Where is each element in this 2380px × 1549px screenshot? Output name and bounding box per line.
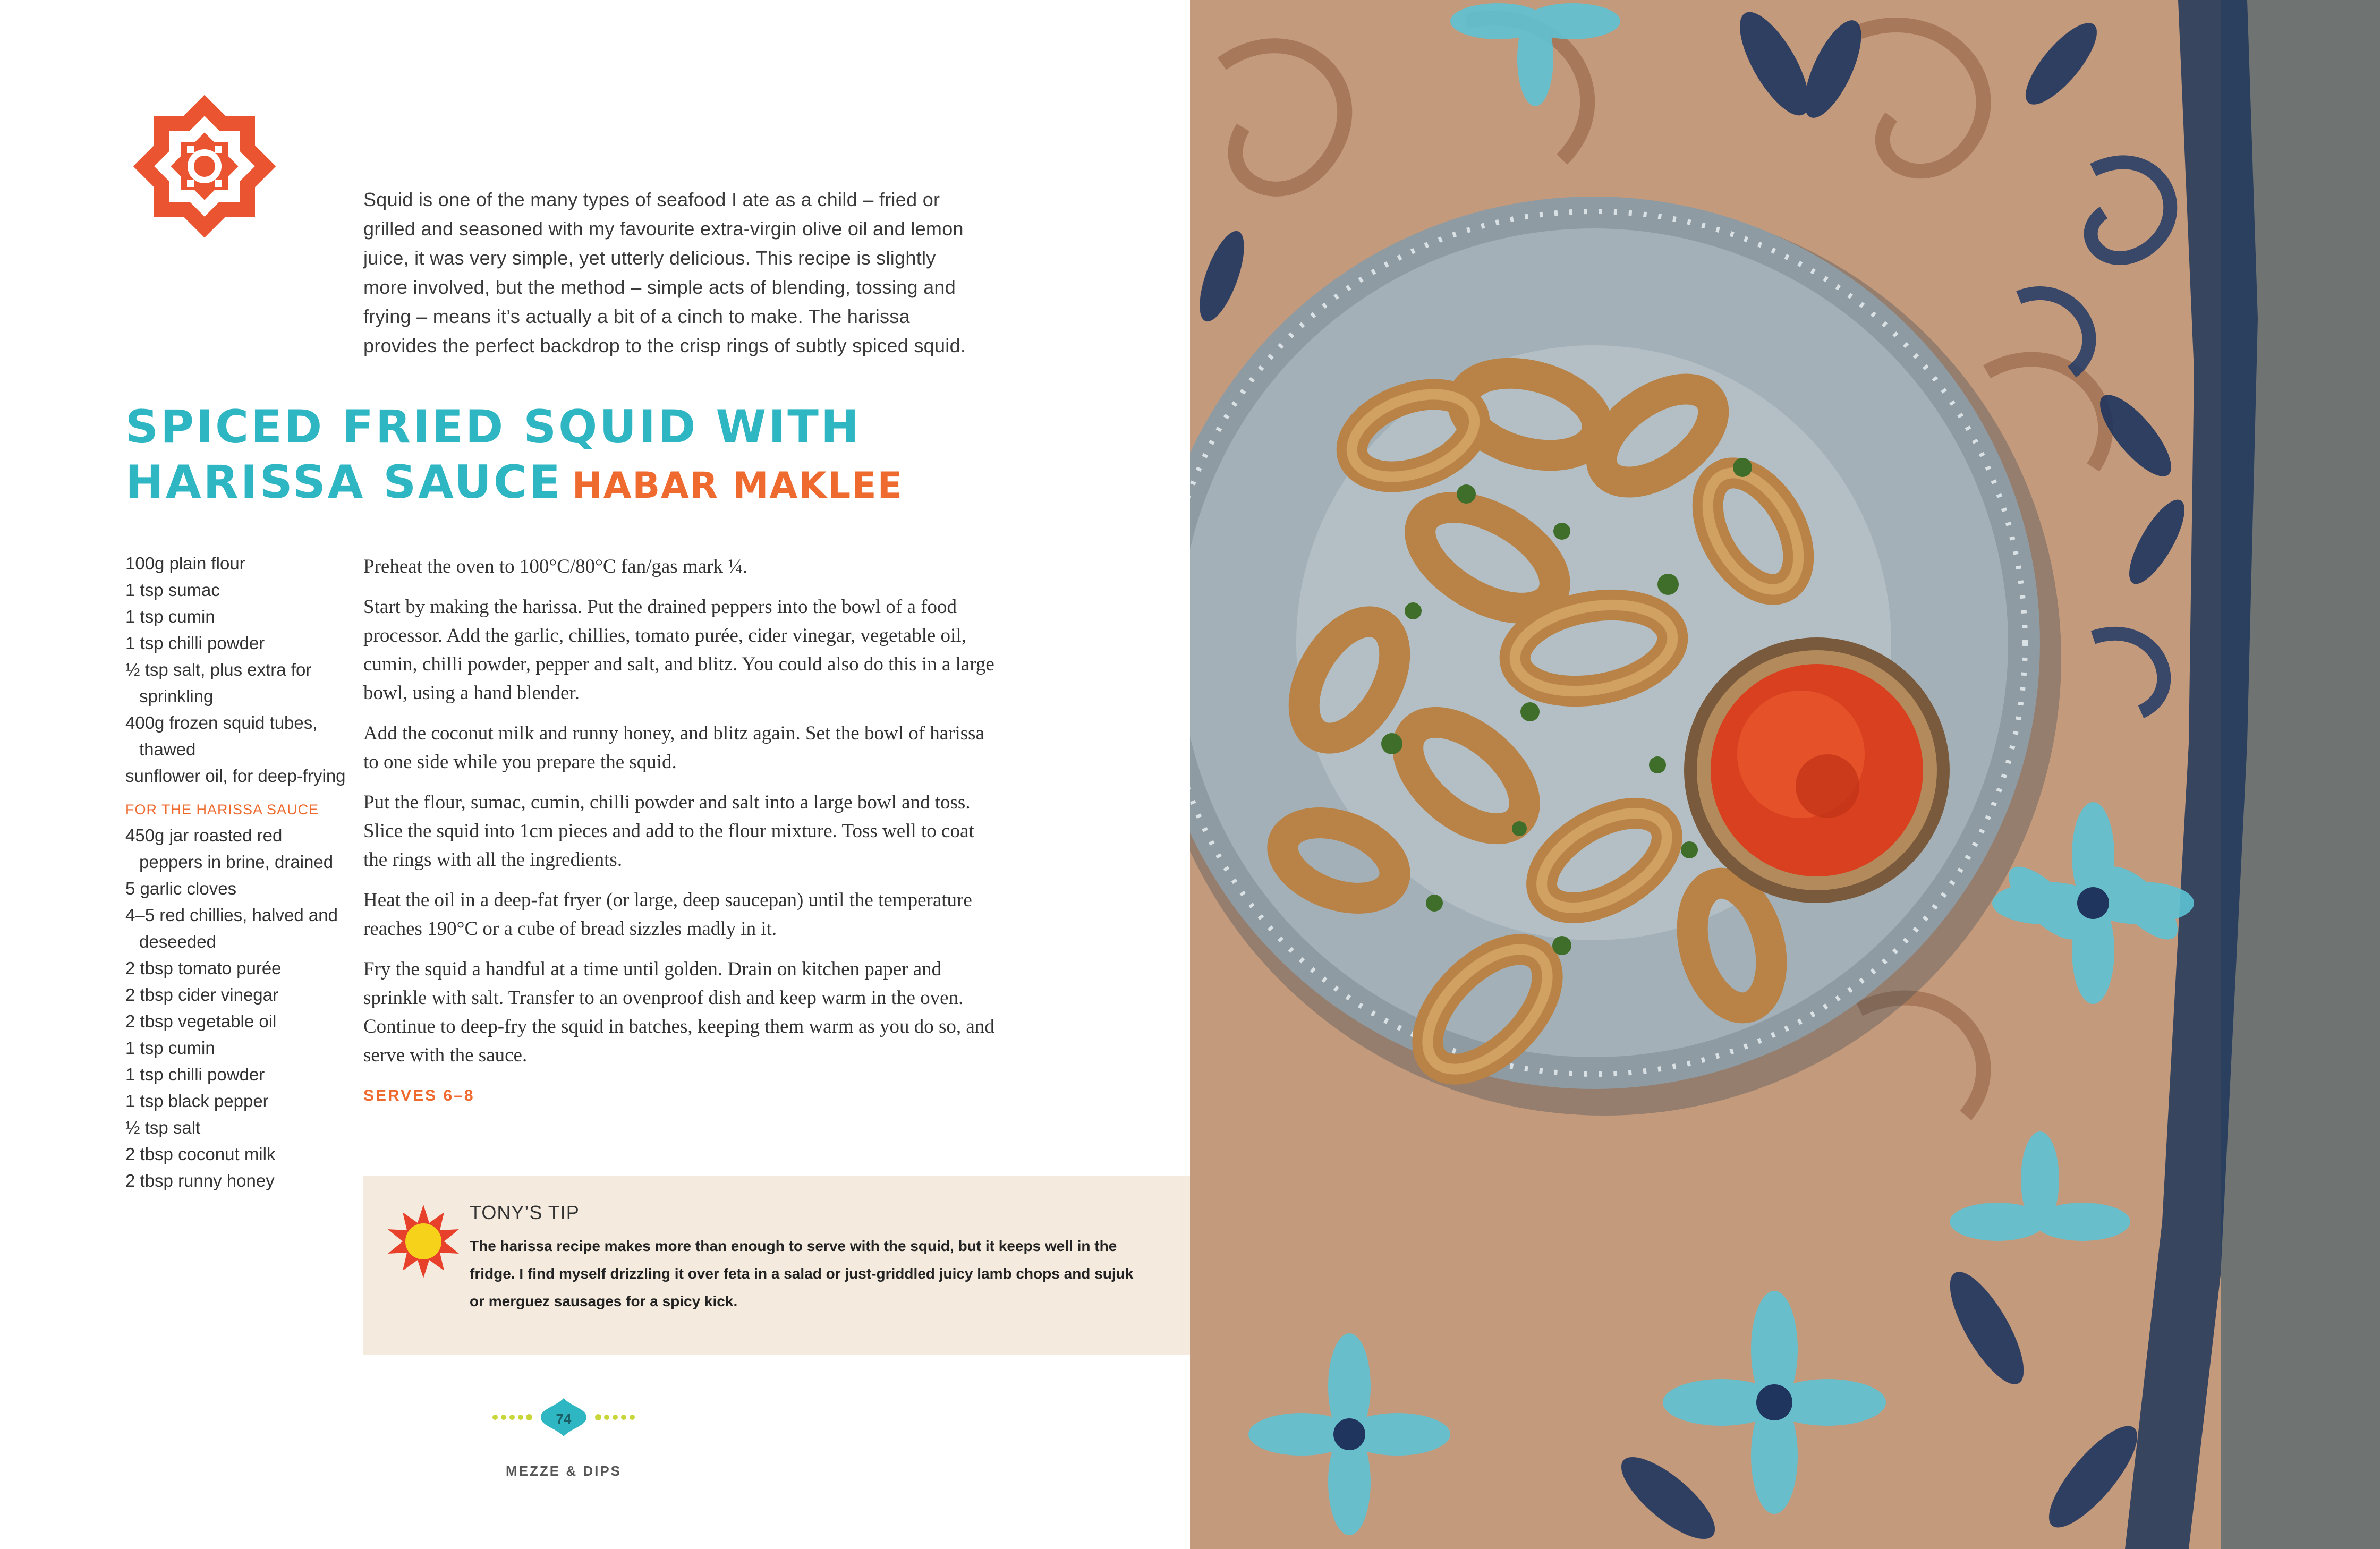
ingredient-item: 5 garlic cloves <box>125 879 237 898</box>
ingredient-item: 1 tsp sumac <box>125 580 220 600</box>
recipe-alt-name: HABAR MAKLEE <box>572 465 904 507</box>
ingredient-item: 1 tsp chilli powder <box>125 1065 265 1084</box>
ingredient-item: 4–5 red chillies, halved and deseeded <box>125 905 338 951</box>
ingredients-list <box>125 550 348 1194</box>
method-step: Start by making the harissa. Put the drained peppers into the bowl of a food processor. Add the garlic, chillies, tomato purée, cider vinegar, vegetable oil, cumin, chilli powder, pepper and salt, and blitz. You could also do this in a large bowl, using a hand blender. <box>363 596 994 704</box>
section-name: MEZZE & DIPS <box>505 1463 622 1479</box>
method-step: Fry the squid a handful at a time until golden. Drain on kitchen paper and sprinkle with salt. Transfer to an ovenproof dish and keep warm in the oven. Continue to deep-fry the squid in batches, keeping them warm as you do so, and serve with the sauce. <box>363 958 994 1066</box>
tip-text: The harissa recipe makes more than enough to serve with the squid, but it keeps well in the fridge. I find myself drizzling it over feta in a salad or just-griddled juicy lamb chops and sujuk or merguez sausages for a spicy kick. <box>470 1238 1134 1309</box>
main-ingredients <box>125 550 348 789</box>
ingredient-item: sunflower oil, for deep-frying <box>125 766 346 786</box>
ingredient-item: ½ tsp salt, plus extra for sprinkling <box>125 660 312 706</box>
ingredient-item: 2 tbsp cider vinegar <box>125 985 278 1005</box>
recipe-title-line1: SPICED FRIED SQUID WITH <box>125 401 861 454</box>
recipe-title-line2: HARISSA SAUCE <box>125 456 563 509</box>
recipe-intro: Squid is one of the many types of seafood I ate as a child – fried or grilled and seasoned with my favourite extra-virgin olive oil and lemon juice, it was very simple, yet utterly delicious. This recipe is slightly more involved, but the method – simple acts of blending, tossing and frying – means it’s actually a bit of a cinch to make. The harissa provides the perfect backdrop to the crisp rings of subtly spiced squid. <box>363 189 966 356</box>
ingredient-item: 2 tbsp vegetable oil <box>125 1011 277 1031</box>
ingredient-item: 450g jar roasted red peppers in brine, drained <box>125 825 334 872</box>
fried-squid-photo-icon <box>1190 0 2380 1549</box>
method-step: Preheat the oven to 100°C/80°C fan/gas mark ¼. <box>363 556 748 577</box>
method-step: Add the coconut milk and runny honey, and blitz again. Set the bowl of harissa to one side while you prepare the squid. <box>363 722 985 773</box>
ingredient-item: 1 tsp black pepper <box>125 1091 269 1111</box>
sauce-heading: FOR THE HARISSA SAUCE <box>125 802 319 818</box>
page-number-ornament <box>492 1391 635 1444</box>
ingredient-item: 2 tbsp tomato purée <box>125 958 282 978</box>
sauce-ingredients <box>125 822 348 1194</box>
tip-title: TONY’S TIP <box>470 1202 580 1223</box>
ingredient-item: ½ tsp salt <box>125 1118 201 1137</box>
ingredient-item: 100g plain flour <box>125 554 245 573</box>
ingredient-item: 2 tbsp coconut milk <box>125 1144 276 1164</box>
ingredient-item: 400g frozen squid tubes, thawed <box>125 713 318 759</box>
star-icon <box>385 1203 462 1280</box>
food-photo <box>1190 0 2380 1549</box>
tip-box <box>363 1176 1190 1355</box>
recipe-title <box>125 399 1082 514</box>
geometric-emblem-icon <box>118 80 291 253</box>
ingredient-item: 1 tsp cumin <box>125 607 215 626</box>
method-step: Put the flour, sumac, cumin, chilli powder and salt into a large bowl and toss. Slice the squid into 1cm pieces and add to the flour mixture. Toss well to coat the rings with all the ingredients. <box>363 791 974 871</box>
method-steps <box>363 552 1001 1110</box>
ingredient-item: 1 tsp cumin <box>125 1038 215 1058</box>
ingredient-item: 1 tsp chilli powder <box>125 633 265 653</box>
serves-label: SERVES 6–8 <box>363 1087 475 1104</box>
ingredient-item: 2 tbsp runny honey <box>125 1171 275 1190</box>
page-number: 74 <box>556 1411 572 1427</box>
method-step: Heat the oil in a deep-fat fryer (or large, deep saucepan) until the temperature reaches 190°C or a cube of bread sizzles madly in it. <box>363 889 972 940</box>
